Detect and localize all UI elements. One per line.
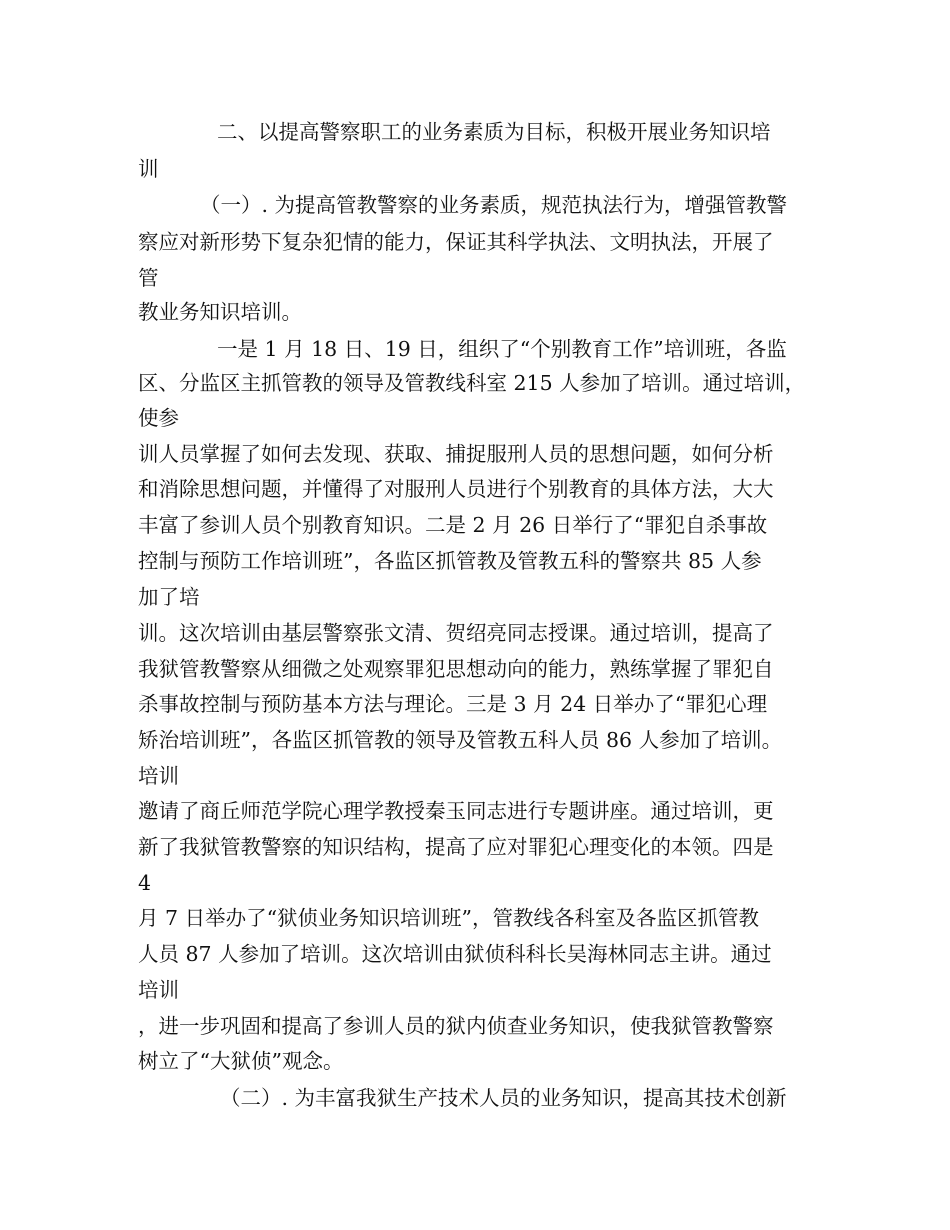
text-line: 人员 87 人参加了培训。这次培训由狱侦科科长吴海林同志主讲。通过 xyxy=(138,942,772,966)
text-line: 察应对新形势下复杂犯情的能力，保证其科学执法、文明执法，开展了 xyxy=(138,230,774,254)
section-heading-2: 二、以提高警察职工的业务素质为目标，积极开展业务知识培 xyxy=(217,120,771,144)
text-line: 月 7 日举办了“狱侦业务知识培训班”，管教线各科室及各监区抓管教 xyxy=(138,906,760,930)
text-line: 培训 xyxy=(138,764,179,788)
text-line: 培训 xyxy=(138,978,179,1002)
text-line: 管 xyxy=(138,266,159,290)
paragraph-first-line: 一是 1 月 18 日、19 日，组织了“个别教育工作”培训班，各监 xyxy=(217,337,787,361)
text-line: 教业务知识培训。 xyxy=(138,300,302,324)
text-line: 邀请了商丘师范学院心理学教授秦玉同志进行专题讲座。通过培训，更 xyxy=(138,799,774,823)
text-line: 区、分监区主抓管教的领导及管教线科室 215 人参加了培训。通过培训， xyxy=(138,371,806,395)
text-line: 加了培 xyxy=(138,585,200,609)
text-line: 杀事故控制与预防基本方法与理论。三是 3 月 24 日举办了“罪犯心理 xyxy=(138,692,768,716)
text-line: 训。这次培训由基层警察张文清、贺绍亮同志授课。通过培训，提高了 xyxy=(138,621,774,645)
text-line: 训人员掌握了如何去发现、获取、捕捉服刑人员的思想问题，如何分析 xyxy=(138,442,774,466)
text-line: 4 xyxy=(138,871,152,895)
text-line: 控制与预防工作培训班”，各监区抓管教及管教五科的警察共 85 人参 xyxy=(138,549,762,573)
subsection-1-text: （一）. 为提高管教警察的业务素质，规范执法行为，增强管教警 xyxy=(200,193,788,217)
text-line: 新了我狱管教警察的知识结构，提高了应对罪犯心理变化的本领。四是 xyxy=(138,835,774,859)
text-line: 我狱管教警察从细微之处观察罪犯思想动向的能力，熟练掌握了罪犯自 xyxy=(138,657,774,681)
text-line: 和消除思想问题，并懂得了对服刑人员进行个别教育的具体方法，大大 xyxy=(138,477,774,501)
text-line: ，进一步巩固和提高了参训人员的狱内侦查业务知识，使我狱管教警察 xyxy=(138,1014,774,1038)
text-line: 使参 xyxy=(138,406,179,430)
text-line: 树立了“大狱侦”观念。 xyxy=(138,1049,344,1073)
section-heading-2-continued: 训 xyxy=(138,157,159,181)
text-line: 矫治培训班”，各监区抓管教的领导及管教五科人员 86 人参加了培训。 xyxy=(138,728,783,752)
subsection-2-text: （二）. 为丰富我狱生产技术人员的业务知识，提高其技术创新 xyxy=(220,1086,787,1110)
text-line: 丰富了参训人员个别教育知识。二是 2 月 26 日举行了“罪犯自杀事故 xyxy=(138,513,768,537)
